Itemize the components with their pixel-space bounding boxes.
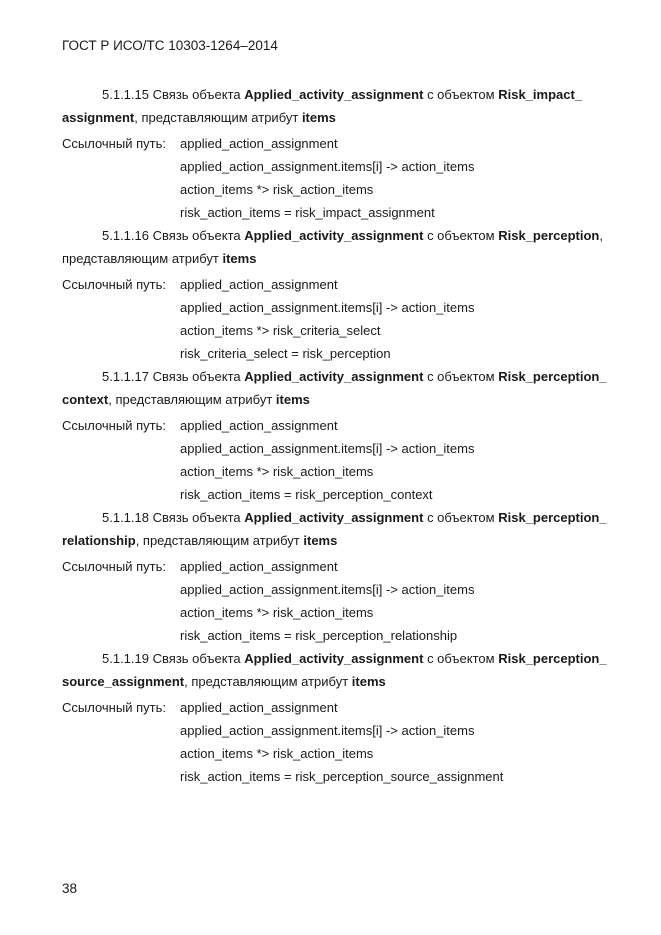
page-header: ГОСТ Р ИСО/ТС 10303-1264–2014 xyxy=(62,38,278,53)
section-number: 5.1.1.18 xyxy=(102,510,149,525)
path-line: applied_action_assignment.items[i] -> action_items xyxy=(180,582,475,597)
entity-b: Risk_perception_ xyxy=(498,510,607,525)
section-5-1-1-16 xyxy=(62,224,622,365)
entity-a: Applied_activity_assignment xyxy=(244,369,424,384)
path-line: risk_action_items = risk_impact_assignment xyxy=(180,205,435,220)
entity-b-cont: context xyxy=(62,392,109,407)
entity-b: Risk_impact_ xyxy=(498,87,583,102)
attribute-name: items xyxy=(303,533,338,548)
path-line: applied_action_assignment xyxy=(180,559,338,574)
entity-a: Applied_activity_assignment xyxy=(244,228,424,243)
entity-a: Applied_activity_assignment xyxy=(244,87,424,102)
section-5-1-1-18 xyxy=(62,506,622,647)
ref-path-label: Ссылочный путь: xyxy=(62,700,166,715)
attribute-name: items xyxy=(301,110,336,125)
entity-b: Risk_perception xyxy=(498,228,600,243)
reference-path xyxy=(62,555,622,647)
path-line: applied_action_assignment.items[i] -> action_items xyxy=(180,441,475,456)
path-line: action_items *> risk_action_items xyxy=(180,464,374,479)
path-line: risk_action_items = risk_perception_source_assignment xyxy=(180,769,504,784)
ref-path-label: Ссылочный путь: xyxy=(62,418,166,433)
reference-path xyxy=(62,414,622,506)
section-heading: 5.1.1.17 Связь объекта Applied_activity_assignment с объектом Risk_perception_ context, представляющим атрибут items xyxy=(62,369,607,407)
entity-b-cont: assignment xyxy=(62,110,135,125)
path-line: risk_criteria_select = risk_perception xyxy=(180,346,391,361)
path-line: applied_action_assignment xyxy=(180,136,338,151)
path-line: applied_action_assignment xyxy=(180,277,338,292)
section-number: 5.1.1.19 xyxy=(102,651,149,666)
attribute-name: items xyxy=(222,251,257,266)
path-line: applied_action_assignment.items[i] -> action_items xyxy=(180,159,475,174)
entity-b: Risk_perception_ xyxy=(498,369,607,384)
path-line: action_items *> risk_action_items xyxy=(180,182,374,197)
entity-b-cont: source_assignment xyxy=(62,674,185,689)
section-5-1-1-19 xyxy=(62,647,622,788)
section-heading: 5.1.1.15 Связь объекта Applied_activity_assignment с объектом Risk_impact_ assignment, представляющим атрибут items xyxy=(62,87,583,125)
section-5-1-1-17 xyxy=(62,365,622,506)
section-number: 5.1.1.16 xyxy=(102,228,149,243)
path-line: risk_action_items = risk_perception_context xyxy=(180,487,433,502)
path-line: action_items *> risk_criteria_select xyxy=(180,323,381,338)
section-heading: 5.1.1.19 Связь объекта Applied_activity_assignment с объектом Risk_perception_ source_assignment, представляющим атрибут items xyxy=(62,651,607,689)
section-heading: 5.1.1.16 Связь объекта Applied_activity_assignment с объектом Risk_perception, представляющим атрибут items xyxy=(62,228,603,266)
entity-a: Applied_activity_assignment xyxy=(244,651,424,666)
path-line: action_items *> risk_action_items xyxy=(180,605,374,620)
section-number: 5.1.1.17 xyxy=(102,369,149,384)
entity-b-cont: relationship xyxy=(62,533,136,548)
reference-path xyxy=(62,696,622,788)
path-line: action_items *> risk_action_items xyxy=(180,746,374,761)
path-line: applied_action_assignment xyxy=(180,418,338,433)
entity-b: Risk_perception_ xyxy=(498,651,607,666)
attribute-name: items xyxy=(351,674,386,689)
path-line: applied_action_assignment.items[i] -> action_items xyxy=(180,300,475,315)
path-line: risk_action_items = risk_perception_relationship xyxy=(180,628,458,643)
reference-path xyxy=(62,273,622,365)
page-number: 38 xyxy=(62,881,78,896)
section-heading: 5.1.1.18 Связь объекта Applied_activity_assignment с объектом Risk_perception_ relationship, представляющим атрибут items xyxy=(62,510,607,548)
entity-a: Applied_activity_assignment xyxy=(244,510,424,525)
ref-path-label: Ссылочный путь: xyxy=(62,559,166,574)
ref-path-label: Ссылочный путь: xyxy=(62,136,166,151)
ref-path-label: Ссылочный путь: xyxy=(62,277,166,292)
path-line: applied_action_assignment xyxy=(180,700,338,715)
path-line: applied_action_assignment.items[i] -> action_items xyxy=(180,723,475,738)
section-5-1-1-15 xyxy=(62,83,622,224)
reference-path xyxy=(62,132,622,224)
section-number: 5.1.1.15 xyxy=(102,87,149,102)
attribute-name: items xyxy=(275,392,310,407)
sections-container xyxy=(62,83,622,788)
